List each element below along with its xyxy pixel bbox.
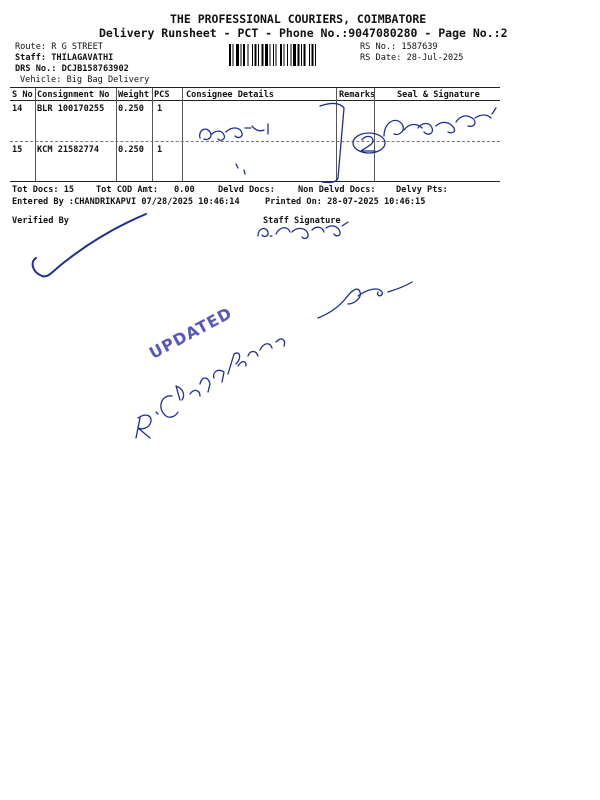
table-row-sno: 15	[12, 145, 23, 155]
table-row-pcs: 1	[157, 145, 163, 155]
table-row-weight: 0.250	[118, 145, 144, 155]
col-header-remarks: Remarks	[339, 90, 376, 100]
col-header-consignee: Consignee Details	[186, 90, 274, 100]
route-field: Route: R G STREET	[15, 42, 103, 52]
table-row-consignment: BLR 100170255	[37, 104, 105, 114]
rs-number: RS No.: 1587639	[360, 42, 438, 52]
verified-checkmark	[33, 214, 146, 276]
non-delvd-docs: Non Delvd Docs:	[298, 185, 376, 195]
bracket-mark	[320, 103, 344, 182]
staff-signature	[258, 222, 348, 238]
printed-on: Printed On: 28-07-2025 10:46:15	[265, 197, 426, 207]
col-header-sno: S No	[12, 90, 33, 100]
tot-cod-label: Tot COD Amt:	[96, 185, 159, 195]
drs-field: DRS No.: DCJB158763902	[15, 64, 129, 74]
seal-signature	[384, 108, 496, 136]
staff-signature-label: Staff Signature	[263, 216, 341, 226]
table-row-weight: 0.250	[118, 104, 144, 114]
tot-docs: Tot Docs: 15	[12, 185, 75, 195]
table-row-sno: 14	[12, 104, 23, 114]
col-header-consignment: Consignment No	[37, 90, 110, 100]
verified-by-label: Verified By	[12, 216, 69, 226]
table-row-consignment: KCM 21582774	[37, 145, 100, 155]
staff-field: Staff: THILAGAVATHI	[15, 53, 114, 63]
vehicle-field: Vehicle: Big Bag Delivery	[20, 75, 150, 85]
delvy-pts: Delvy Pts:	[396, 185, 448, 195]
col-header-pcs: PCS	[154, 90, 170, 100]
rs-date: RS Date: 28-Jul-2025	[360, 53, 464, 63]
runsheet-subtitle: Delivery Runsheet - PCT - Phone No.:9047080280 - Page No.:2	[99, 26, 508, 40]
flourish-mark	[318, 282, 412, 318]
entered-by: Entered By :CHANDRIKAPVI 07/28/2025 10:46:14	[12, 197, 240, 207]
updated-stamp: UPDATED	[146, 303, 236, 363]
tot-cod-value: 0.00	[174, 185, 195, 195]
company-title: THE PROFESSIONAL COURIERS, COIMBATORE	[170, 12, 427, 26]
delvd-docs: Delvd Docs:	[218, 185, 275, 195]
col-header-weight: Weight	[118, 90, 150, 100]
consignee-signature-row14	[200, 124, 268, 140]
chandrika-signature	[136, 339, 285, 438]
table-row-pcs: 1	[157, 104, 163, 114]
col-header-seal: Seal & Signature	[397, 90, 480, 100]
